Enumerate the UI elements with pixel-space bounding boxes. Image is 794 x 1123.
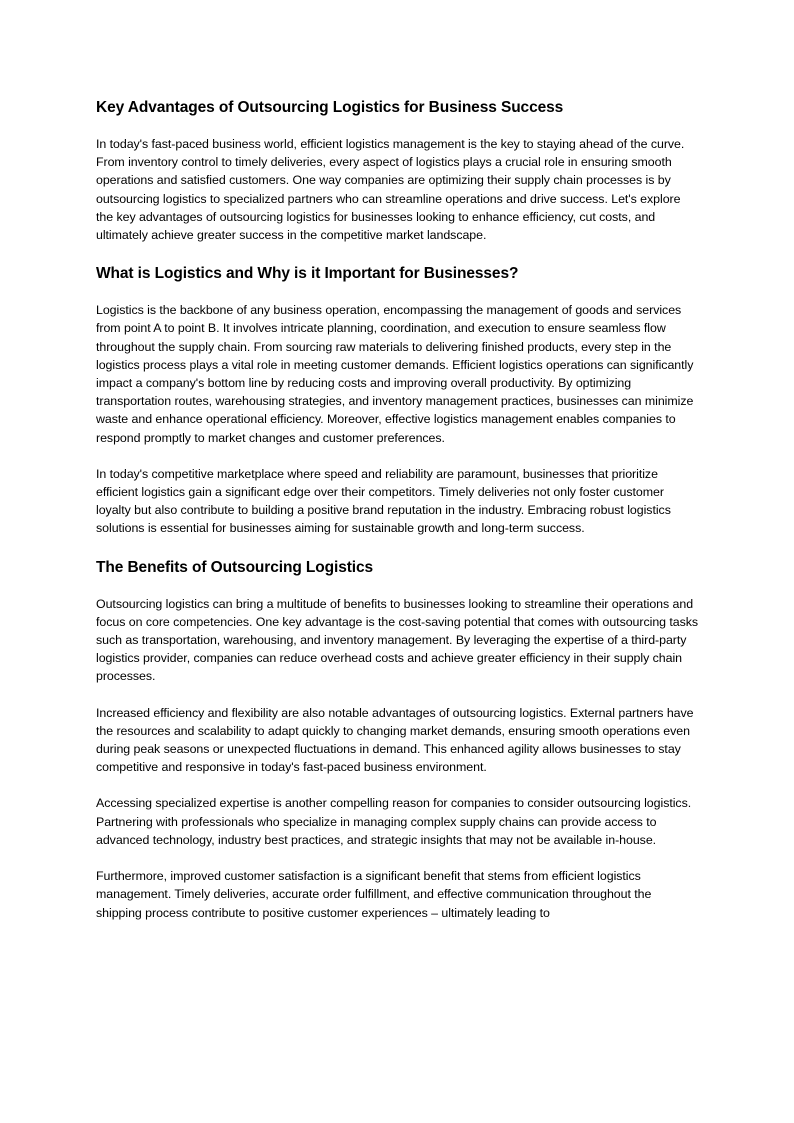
paragraph: Furthermore, improved customer satisfaction is a significant benefit that stems from efficient logistics management. Timely deliveries, accurate order fulfillment, and effective communication throughout the shipping process contribute to positive customer experiences – ultimately leading to xyxy=(96,869,652,920)
paragraph: Increased efficiency and flexibility are also notable advantages of outsourcing logistics. External partners have the resources and scalability to adapt quickly to changing market demands, ensuring smooth operations even during peak seasons or unexpected fluctuations in demand. This enhanced agility allows businesses to stay competitive and responsive in today's fast-paced business environment. xyxy=(96,705,694,775)
paragraph: Outsourcing logistics can bring a multitude of benefits to businesses looking to streamline their operations and focus on core competencies. One key advantage is the cost-saving potential that comes with outsourcing tasks such as transportation, warehousing, and inventory management. By leveraging the expertise of a third-party logistics provider, companies can reduce overhead costs and achieve greater efficiency in their supply chain processes. xyxy=(96,596,699,684)
intro-paragraph: In today's fast-paced business world, efficient logistics management is the key to staying ahead of the curve. From inventory control to timely deliveries, every aspect of logistics plays a crucial role in ensuring smooth operations and satisfied customers. One way companies are optimizing their supply chain processes is by outsourcing logistics to specialized partners who can streamline operations and drive success. Let's explore the key advantages of outsourcing logistics for businesses looking to enhance efficiency, cut costs, and ultimately achieve greater success in the competitive market landscape. xyxy=(96,137,685,243)
paragraph: Logistics is the backbone of any business operation, encompassing the management of goods and services from point A to point B. It involves intricate planning, coordination, and execution to ensure seamless flow throughout the supply chain. From sourcing raw materials to delivering finished products, every step in the logistics process plays a vital role in meeting customer demands. Efficient logistics operations can significantly impact a company's bottom line by reducing costs and improving overall productivity. By optimizing transportation routes, warehousing strategies, and inventory management practices, businesses can minimize waste and enhance operational efficiency. Moreover, effective logistics management enables companies to respond promptly to market changes and customer preferences. xyxy=(96,303,694,445)
document-page xyxy=(96,96,700,922)
section-heading-benefits: The Benefits of Outsourcing Logistics xyxy=(96,558,374,576)
document-title: Key Advantages of Outsourcing Logistics for Business Success xyxy=(96,99,564,116)
paragraph: Accessing specialized expertise is another compelling reason for companies to consider outsourcing logistics. Partnering with professionals who specialize in managing complex supply chains can provide access to advanced technology, industry best practices, and strategic insights that may not be available in-house. xyxy=(96,796,692,847)
section-heading-what-is-logistics: What is Logistics and Why is it Important for Businesses? xyxy=(96,265,519,283)
paragraph: In today's competitive marketplace where speed and reliability are paramount, businesses that prioritize efficient logistics gain a significant edge over their competitors. Timely deliveries not only foster customer loyalty but also contribute to building a positive brand reputation in the industry. Embracing robust logistics solutions is essential for businesses aiming for sustainable growth and long-term success. xyxy=(96,466,671,536)
